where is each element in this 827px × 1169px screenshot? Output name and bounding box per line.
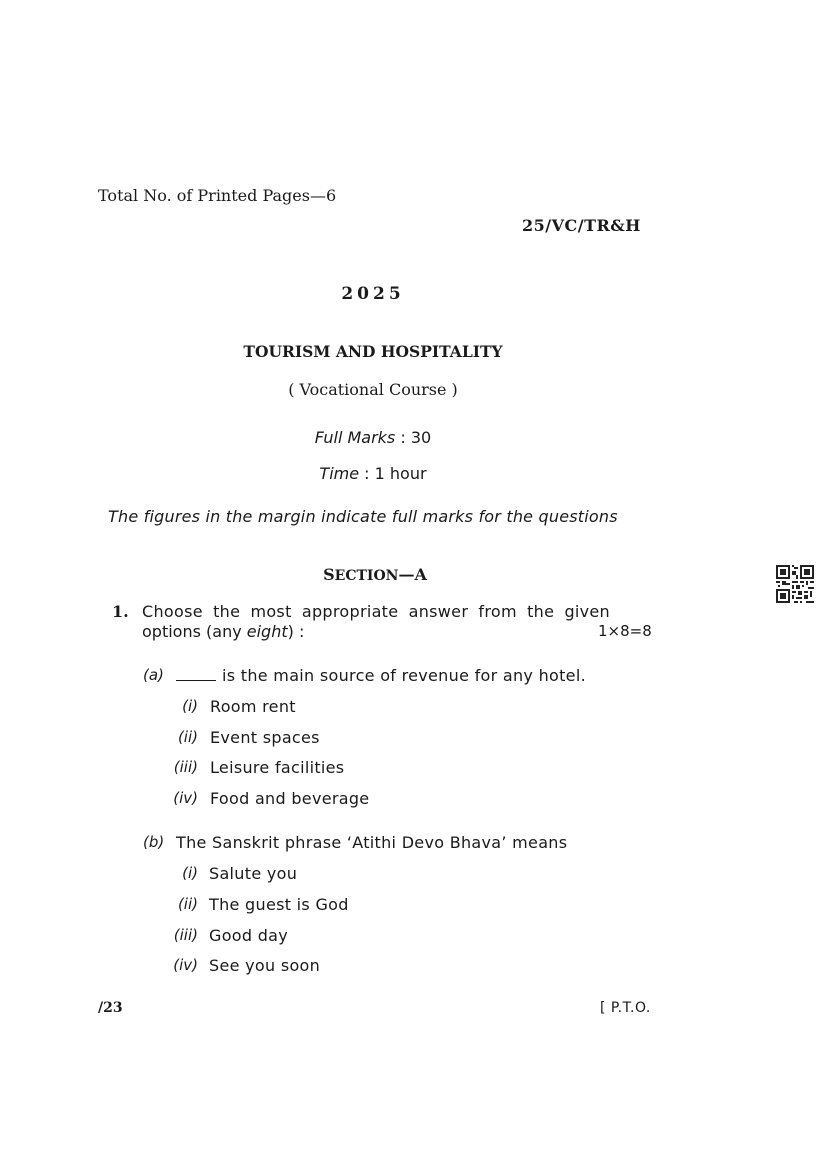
full-marks-label: Full Marks — [314, 428, 396, 447]
footer-pto: [ P.T.O. — [600, 1000, 651, 1016]
section-first-letter: S — [323, 565, 335, 584]
full-marks-value: 30 — [410, 428, 432, 447]
option-text-a-iii: Leisure facilities — [210, 758, 345, 777]
option-label-b-iv: (iv) — [173, 956, 198, 974]
option-text-b-iv: See you soon — [209, 956, 321, 975]
option-text-b-iii: Good day — [209, 926, 289, 945]
question-text-line2 — [142, 622, 304, 641]
option-text-b-ii: The guest is God — [209, 895, 349, 914]
part-label-b: (b) — [143, 833, 165, 851]
marks-instruction: The figures in the margin indicate full marks for the questions — [108, 507, 618, 526]
qr-code-icon — [776, 565, 814, 603]
option-label-a-iii: (iii) — [173, 758, 198, 776]
option-label-a-ii: (ii) — [177, 728, 198, 746]
option-label-a-i: (i) — [182, 697, 198, 715]
option-label-b-ii: (ii) — [177, 895, 198, 913]
option-text-a-iv: Food and beverage — [210, 789, 370, 808]
part-text-a-content: is the main source of revenue for any hotel. — [222, 666, 586, 685]
footer-page-code: /23 — [98, 1000, 123, 1016]
option-label-b-i: (i) — [182, 864, 198, 882]
section-heading — [0, 565, 750, 584]
part-text-b: The Sanskrit phrase ‘Atithi Devo Bhava’ means — [176, 833, 568, 852]
question-text-emphasis: eight — [246, 622, 288, 641]
option-text-a-i: Room rent — [210, 697, 296, 716]
option-label-b-iii: (iii) — [173, 926, 198, 944]
time-separator: : — [359, 464, 375, 483]
option-label-a-iv: (iv) — [173, 789, 198, 807]
exam-year: 2025 — [341, 284, 405, 304]
question-number: 1. — [112, 602, 129, 621]
section-word-rest: ECTION — [334, 568, 399, 584]
time-value: 1 hour — [374, 464, 427, 483]
section-suffix: —A — [398, 565, 427, 584]
subject-title: TOURISM AND HOSPITALITY — [243, 342, 503, 361]
part-text-a — [176, 666, 586, 685]
time-label: Time — [319, 464, 360, 483]
option-text-b-i: Salute you — [209, 864, 298, 883]
paper-code: 25/VC/TR&H — [522, 216, 641, 235]
full-marks-separator: : — [395, 428, 411, 447]
course-type: ( Vocational Course ) — [288, 380, 458, 399]
question-text-suffix: ) : — [287, 622, 305, 641]
part-label-a: (a) — [143, 666, 164, 684]
question-text-prefix: options (any — [142, 622, 247, 641]
question-text-line1: Choose the most appropriate answer from the given — [142, 602, 610, 621]
fill-in-blank — [176, 666, 216, 681]
option-text-a-ii: Event spaces — [210, 728, 320, 747]
total-printed-pages: Total No. of Printed Pages—6 — [98, 186, 337, 205]
full-marks — [0, 428, 746, 447]
exam-time — [0, 464, 746, 483]
question-marks: 1×8=8 — [598, 622, 652, 640]
